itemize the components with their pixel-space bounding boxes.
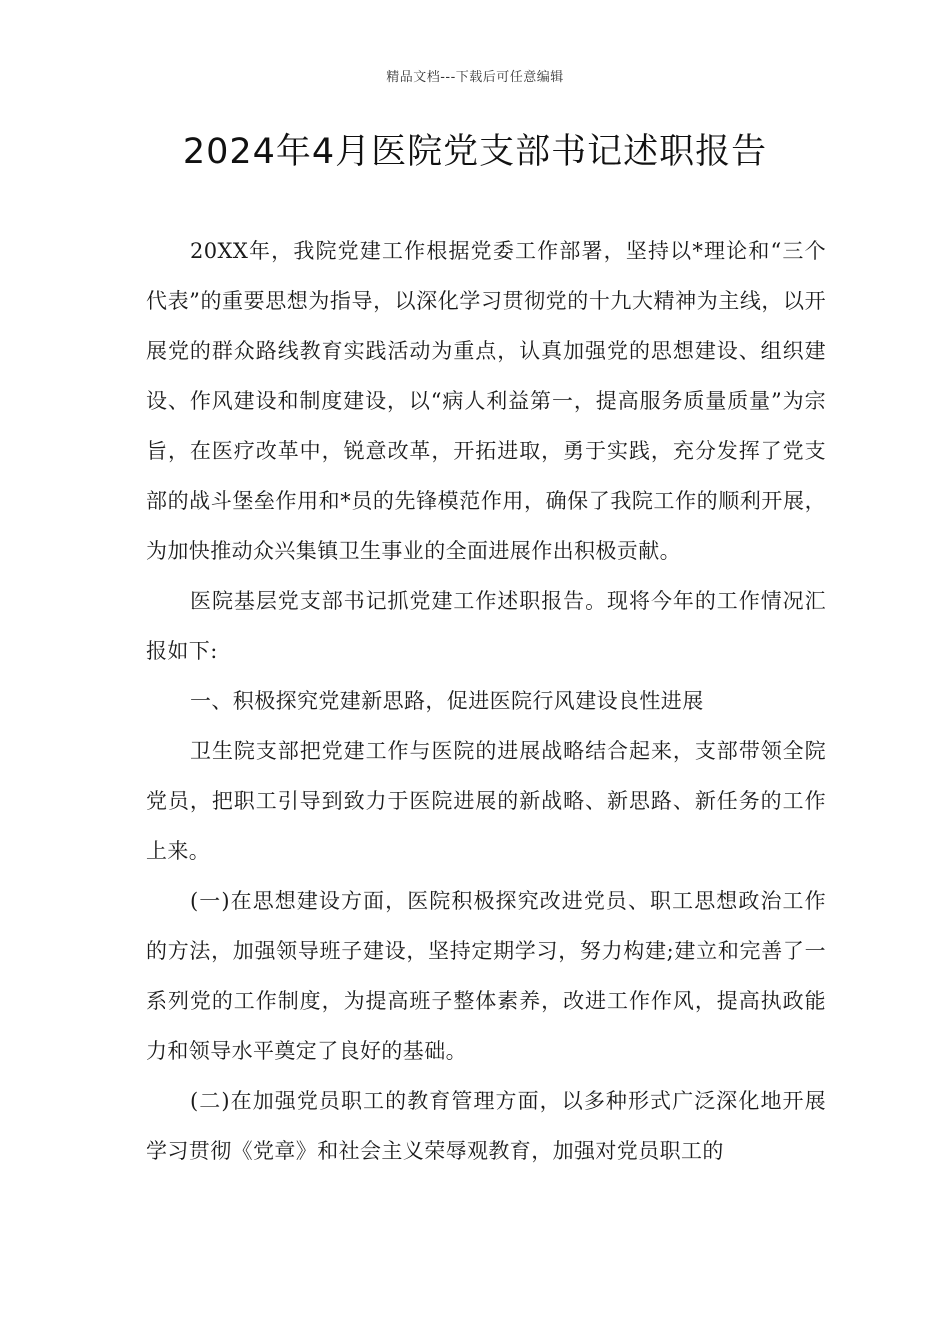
paragraph-intro: 20XX年，我院党建工作根据党委工作部署，坚持以*理论和“三个代表”的重要思想为指导，以深化学习贯彻党的十九大精神为主线，以开展党的群众路线教育实践活动为重点，认真加强党的思想建设、组织建设、作风建设和制度建设，以“病人利益第一，提高服务质量质量”为宗旨，在医疗改革中，锐意改革，开拓进取，勇于实践，充分发挥了党支部的战斗堡垒作用和*员的先锋模范作用，确保了我院工作的顺利开展，为加快推动众兴集镇卫生事业的全面进展作出积极贡献。 — [146, 239, 826, 563]
paragraph-subsection-2: (二)在加强党员职工的教育管理方面，以多种形式广泛深化地开展学习贯彻《党章》和社会主义荣辱观教育，加强对党员职工的 — [146, 1089, 826, 1163]
header-note: 精品文档---下载后可任意编辑 — [386, 70, 564, 85]
document-body — [146, 226, 826, 1176]
paragraph-report-lead: 医院基层党支部书记抓党建工作述职报告。现将今年的工作情况汇报如下: — [146, 589, 826, 663]
paragraph-subsection-1: (一)在思想建设方面，医院积极探究改进党员、职工思想政治工作的方法，加强领导班子建设，坚持定期学习，努力构建;建立和完善了一系列党的工作制度，为提高班子整体素养，改进工作作风，提高执政能力和领导水平奠定了良好的基础。 — [146, 889, 826, 1063]
document-title: 2024年4月医院党支部书记述职报告 — [182, 132, 768, 172]
paragraph-section-1: 卫生院支部把党建工作与医院的进展战略结合起来，支部带领全院党员，把职工引导到致力于医院进展的新战略、新思路、新任务的工作上来。 — [146, 739, 826, 863]
section-heading-1: 一、积极探究党建新思路，促进医院行风建设良性进展 — [190, 689, 704, 713]
